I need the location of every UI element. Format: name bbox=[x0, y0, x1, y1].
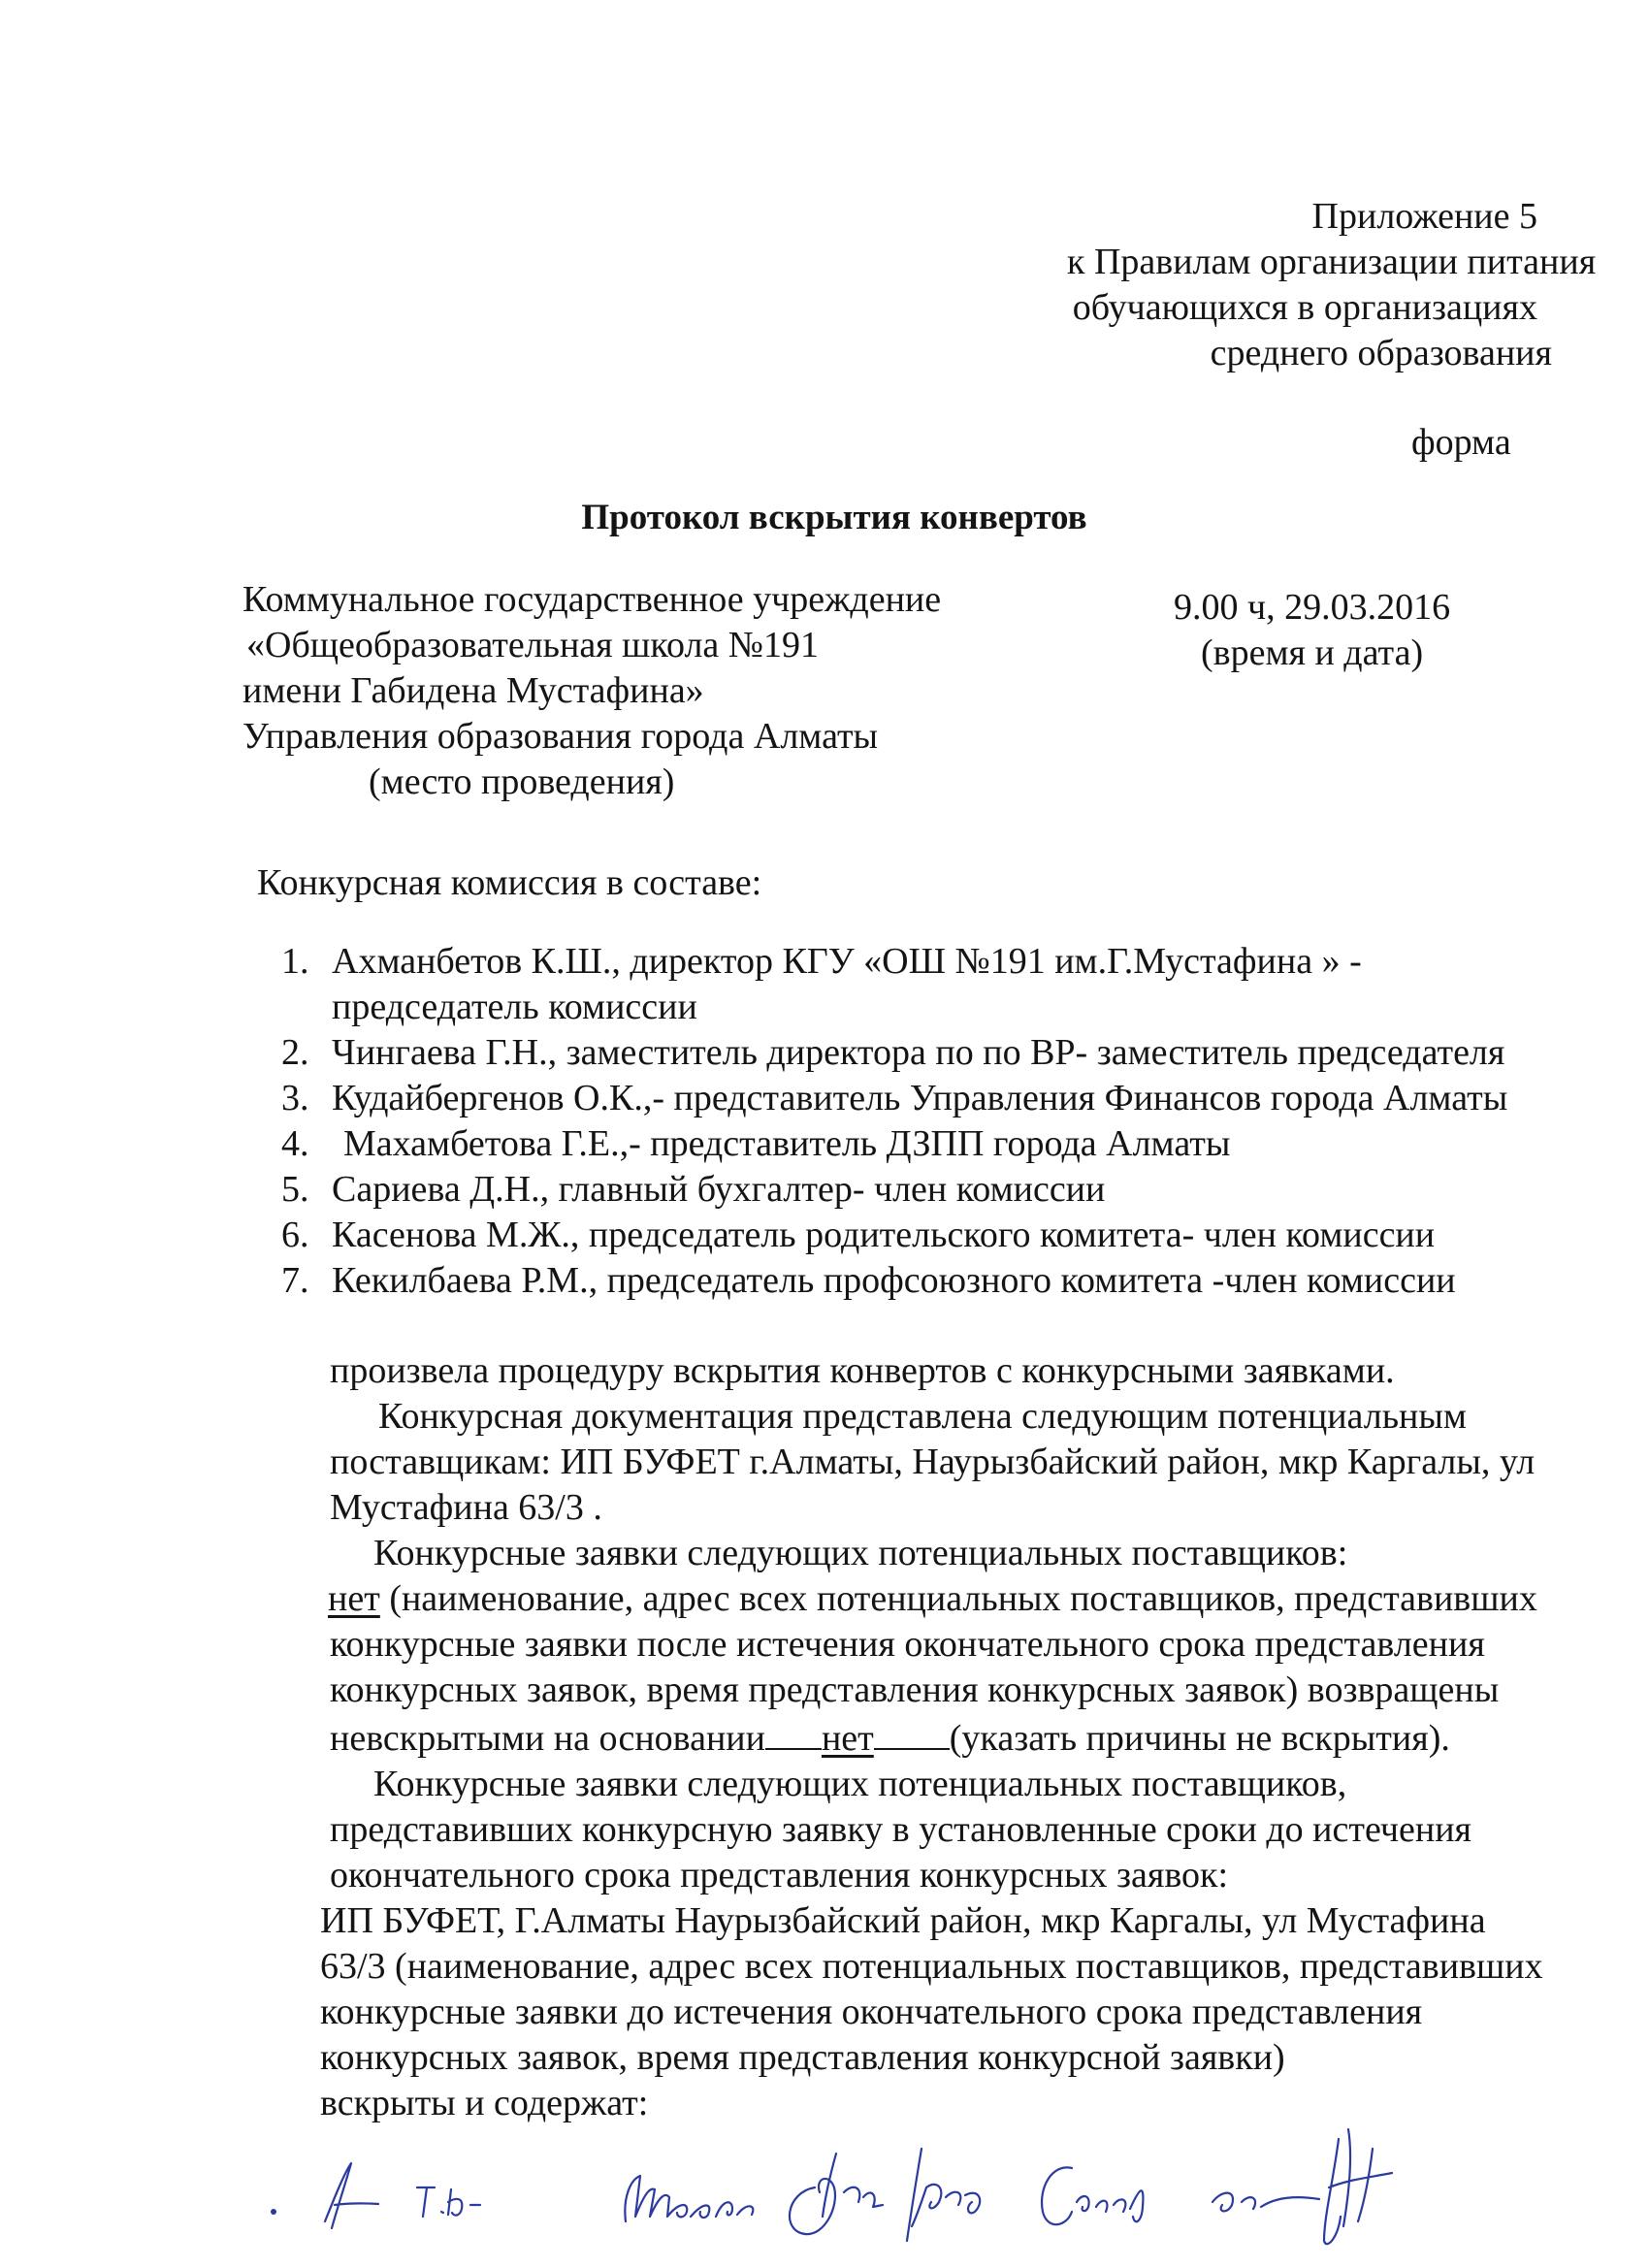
body-line-end: (указать причины не вскрытия). bbox=[949, 1718, 1450, 1759]
datetime-caption: (время и дата) bbox=[1200, 632, 1424, 673]
signature-8 bbox=[1324, 2129, 1392, 2244]
appendix-line: среднего образования bbox=[1210, 333, 1552, 373]
signature-6 bbox=[1042, 2167, 1143, 2224]
protocol-body bbox=[320, 1348, 1630, 2126]
blank-underline bbox=[874, 1713, 950, 1750]
member-text: Кекилбаева Р.М., председатель профсоюзного комитета -член комиссии bbox=[332, 1260, 1456, 1301]
member-text: Кудайбергенов О.К.,- представитель Управления Финансов города Алматы bbox=[332, 1078, 1508, 1118]
body-line bbox=[328, 1576, 1630, 1622]
place-line: Управления образования города Алматы bbox=[242, 716, 879, 757]
datetime-value: 9.00 ч, 29.03.2016 bbox=[1174, 587, 1451, 628]
signature-4 bbox=[790, 2154, 883, 2234]
ink-dot bbox=[271, 2209, 276, 2215]
body-line: 63/3 (наименование, адрес всех потенциальных поставщиков, представивших bbox=[320, 1946, 1543, 1987]
commission-heading: Конкурсная комиссия в составе: bbox=[257, 862, 762, 903]
form-label: форма bbox=[1411, 422, 1511, 463]
member-item bbox=[281, 939, 1507, 1030]
member-number: 4. bbox=[281, 1123, 309, 1164]
body-line: окончательного срока представления конкурсных заявок: bbox=[330, 1855, 1229, 1895]
body-line: конкурсных заявок, время представления конкурсной заявки) bbox=[320, 2037, 1285, 2078]
blank-underline bbox=[765, 1713, 822, 1750]
body-line: Мустафина 63/3 . bbox=[330, 1487, 602, 1528]
member-item bbox=[281, 1121, 1507, 1167]
member-text: Касенова М.Ж., председатель родительского комитета- член комиссии bbox=[332, 1215, 1436, 1255]
appendix-header bbox=[1067, 194, 1610, 376]
body-line: Конкурсные заявки следующих потенциальных поставщиков, bbox=[373, 1764, 1347, 1804]
body-line: ИП БУФЕТ, Г.Алматы Наурызбайский район, мкр Каргалы, ул Мустафина bbox=[320, 1900, 1486, 1941]
body-line-start: невскрытыми на основании bbox=[330, 1718, 765, 1759]
member-text: Махамбетова Г.Е.,- представитель ДЗПП города Алматы bbox=[343, 1123, 1231, 1164]
body-line: вскрыты и содержат: bbox=[320, 2083, 649, 2123]
member-item bbox=[281, 1167, 1507, 1213]
filled-value-none: нет bbox=[328, 1578, 380, 1619]
member-number: 6. bbox=[281, 1215, 309, 1255]
member-item bbox=[281, 1213, 1507, 1258]
body-line: представивших конкурсную заявку в установленные сроки до истечения bbox=[330, 1809, 1472, 1850]
appendix-number: Приложение 5 bbox=[1311, 196, 1537, 237]
document-title: Протокол вскрытия конвертов bbox=[581, 498, 1087, 537]
body-line: конкурсных заявок, время представления конкурсных заявок) возвращены bbox=[330, 1669, 1500, 1710]
place-block bbox=[242, 577, 941, 805]
signature-3 bbox=[625, 2176, 753, 2221]
body-line bbox=[330, 1713, 1630, 1762]
member-number: 3. bbox=[281, 1078, 309, 1118]
signature-2 bbox=[417, 2187, 480, 2217]
member-number: 1. bbox=[281, 941, 309, 982]
member-item bbox=[281, 1076, 1507, 1121]
member-item bbox=[281, 1258, 1507, 1304]
signatures-row bbox=[242, 2120, 1649, 2265]
signature-5 bbox=[907, 2149, 980, 2241]
body-line: Конкурсная документация представлена следующим потенциальным bbox=[378, 1396, 1467, 1437]
member-number: 2. bbox=[281, 1032, 309, 1073]
signature-1 bbox=[325, 2163, 378, 2228]
body-line: Конкурсные заявки следующих потенциальных поставщиков: bbox=[373, 1533, 1348, 1573]
place-line: Коммунальное государственное учреждение bbox=[242, 579, 942, 620]
member-text: Сариева Д.Н., главный бухгалтер- член комиссии bbox=[332, 1169, 1106, 1210]
body-line: конкурсные заявки до истечения окончательного срока представления bbox=[320, 1992, 1423, 2032]
datetime-block bbox=[1174, 585, 1450, 676]
members-list bbox=[281, 939, 1507, 1304]
member-text: Ахманбетов К.Ш., директор КГУ «ОШ №191 им.Г.Мустафина » - bbox=[332, 941, 1362, 982]
member-item bbox=[281, 1030, 1507, 1076]
place-caption: (место проведения) bbox=[369, 761, 675, 802]
appendix-line: обучающихся в организациях bbox=[1072, 287, 1537, 328]
member-text: Чингаева Г.Н., заместитель директора по по ВР- заместитель председателя bbox=[332, 1032, 1505, 1073]
appendix-line: к Правилам организации питания bbox=[1067, 242, 1597, 282]
body-line: конкурсные заявки после истечения окончательного срока представления bbox=[330, 1624, 1485, 1665]
member-number: 7. bbox=[281, 1260, 309, 1301]
member-text-cont: председатель комиссии bbox=[332, 987, 697, 1027]
body-line: поставщикам: ИП БУФЕТ г.Алматы, Наурызбайский район, мкр Каргалы, ул bbox=[330, 1442, 1536, 1482]
place-line: «Общеобразовательная школа №191 bbox=[246, 625, 820, 665]
member-number: 5. bbox=[281, 1169, 309, 1210]
signature-7 bbox=[1212, 2193, 1319, 2212]
filled-value-reason: нет bbox=[821, 1718, 874, 1759]
body-line: произвела процедуру вскрытия конвертов с конкурсными заявками. bbox=[330, 1350, 1395, 1391]
body-line-rest: (наименование, адрес всех потенциальных поставщиков, представивших bbox=[379, 1578, 1537, 1619]
place-line: имени Габидена Мустафина» bbox=[242, 670, 704, 711]
